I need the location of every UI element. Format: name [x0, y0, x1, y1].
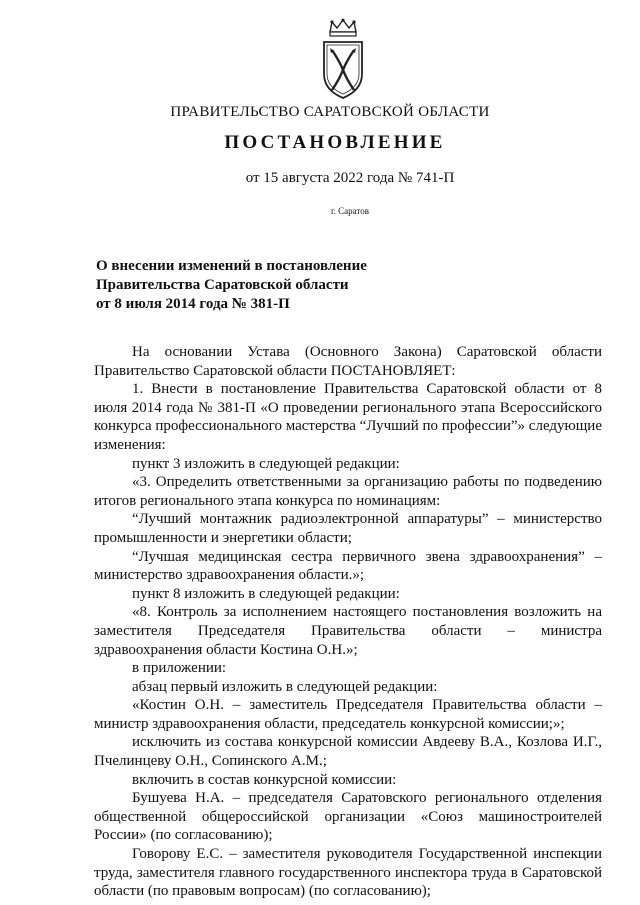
- body-paragraph: абзац первый изложить в следующей редакции:: [132, 678, 438, 695]
- body-paragraph: “Лучший монтажник радиоэлектронной аппаратуры” – министерство промышленности и энергетики области;: [94, 511, 602, 546]
- body-paragraph: пункт 8 изложить в следующей редакции:: [132, 585, 400, 602]
- body-paragraph: Бушуева Н.А. – председателя Саратовского регионального отделения общественной общероссийской организации «Союз машиностроителей России» (по согласованию);: [94, 790, 602, 844]
- body-paragraph: «8. Контроль за исполнением настоящего постановления возложить на заместителя Председателя Правительства области – министра здравоохранения области Костина О.Н.»;: [94, 604, 602, 658]
- subject-line-1: О внесении изменений в постановление: [96, 258, 367, 274]
- body-paragraph: Говорову Е.С. – заместителя руководителя Государственной инспекции труда, заместителя главного государственного инспектора труда в Саратовской области (по правовым вопросам) (по согласованию);: [94, 846, 602, 900]
- document-subject: [96, 257, 416, 314]
- document-body: [94, 343, 602, 901]
- body-paragraph: «3. Определить ответственными за организацию работы по подведению итогов регионального этапа конкурса по номинациям:: [94, 474, 602, 509]
- body-paragraph: «Костин О.Н. – заместитель Председателя Правительства области – министр здравоохранения области, председатель конкурсной комиссии;»;: [94, 697, 602, 732]
- body-paragraph: исключить из состава конкурсной комиссии Авдееву В.А., Козлова И.Г., Пчелинцеву О.Н., Сопинского А.М.;: [94, 734, 602, 770]
- body-paragraph: пункт 3 изложить в следующей редакции:: [132, 455, 400, 472]
- government-name: ПРАВИТЕЛЬСТВО САРАТОВСКОЙ ОБЛАСТИ: [170, 104, 490, 120]
- document-date-number: от 15 августа 2022 года № 741-П: [245, 170, 455, 186]
- saratov-coat-of-arms-icon: [318, 18, 368, 100]
- body-paragraph: На основании Устава (Основного Закона) Саратовской области Правительство Саратовской области ПОСТАНОВЛЯЕТ:: [94, 344, 602, 379]
- body-paragraph: в приложении:: [132, 660, 227, 677]
- body-paragraph: 1. Внести в постановление Правительства Саратовской области от 8 июля 2014 года № 381-П «О проведении регионального этапа Всероссийского конкурса профессионального мастерства “Лучший по профессии”» следующие изменения:: [94, 381, 602, 453]
- subject-line-3: от 8 июля 2014 года № 381-П: [96, 296, 290, 312]
- subject-line-2: Правительства Саратовской области: [96, 277, 349, 293]
- document-type-title: ПОСТАНОВЛЕНИЕ: [224, 132, 446, 153]
- body-paragraph: включить в состав конкурсной комиссии:: [132, 771, 397, 788]
- body-paragraph: “Лучшая медицинская сестра первичного звена здравоохранения” – министерство здравоохранения области.»;: [94, 548, 602, 584]
- document-place: г. Саратов: [331, 206, 369, 216]
